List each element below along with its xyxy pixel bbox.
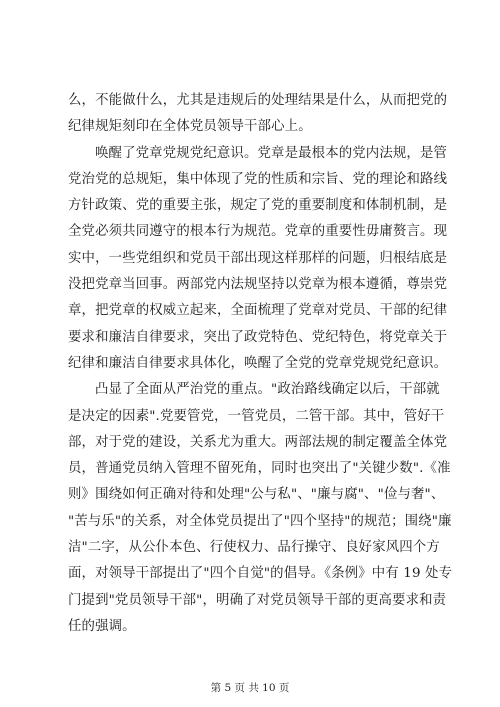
- text-line: 是决定的因素".党要管党，一管党员，二管干部。其中，管好干: [68, 408, 445, 424]
- text-line: 纪律和廉洁自律要求具体化，唤醒了全党的党章党规党纪意识。: [68, 355, 448, 371]
- text-line: 唤醒了党章党规党纪意识。党章是最根本的党内法规，是管: [95, 145, 448, 161]
- text-line: 员，普通党员纳入管理不留死角，同时也突出了"关键少数".《准: [68, 461, 451, 477]
- text-line: 么，不能做什么，尤其是违规后的处理结果是什么，从而把党的: [68, 93, 448, 108]
- text-line: 任的强调。: [68, 618, 136, 634]
- text-line: 纪律规矩刻印在全体党员领导干部心上。: [68, 119, 312, 135]
- text-line: 方针政策、党的重要主张，规定了党的重要制度和体制机制，是: [68, 198, 448, 214]
- text-line: 门提到"党员领导干部"，明确了对党员领导干部的更高要求和责: [68, 592, 447, 608]
- text-line: 章，把党章的权威立起来，全面梳理了党章对党员、干部的纪律: [68, 303, 448, 319]
- text-line: 面，对领导干部提出了"四个自觉"的倡导。《条例》中有 19 处专: [68, 566, 453, 582]
- text-line: 则》围绕如何正确对待和处理"公与私"、"廉与腐"、"俭与奢"、: [68, 487, 445, 503]
- text-line: 部，对于党的建设，关系尤为重大。两部法规的制定覆盖全体党: [68, 434, 448, 450]
- text-line: 全党必须共同遵守的根本行为规范。党章的重要性毋庸赘言。现: [68, 224, 448, 240]
- text-line: 没把党章当回事。两部党内法规坚持以党章为根本遵循，尊崇党: [68, 277, 448, 293]
- text-line: "苦与乐"的关系，对全体党员提出了"四个坚持"的规范；围绕"廉: [68, 513, 452, 529]
- page-footer: 第 5 页 共 10 页: [210, 682, 290, 694]
- text-line: 要求和廉洁自律要求，突出了政党特色、党纪特色，将党章关于: [68, 329, 448, 345]
- text-line: 党治党的总规矩，集中体现了党的性质和宗旨、党的理论和路线: [68, 171, 448, 187]
- document-body: [68, 88, 453, 640]
- text-line: 实中，一些党组织和党员干部出现这样那样的问题，归根结底是: [68, 250, 448, 266]
- text-line: 洁"二字，从公仆本色、行使权力、品行操守、良好家风四个方: [68, 540, 440, 556]
- text-line: 凸显了全面从严治党的重点。"政治路线确定以后，干部就: [95, 382, 440, 398]
